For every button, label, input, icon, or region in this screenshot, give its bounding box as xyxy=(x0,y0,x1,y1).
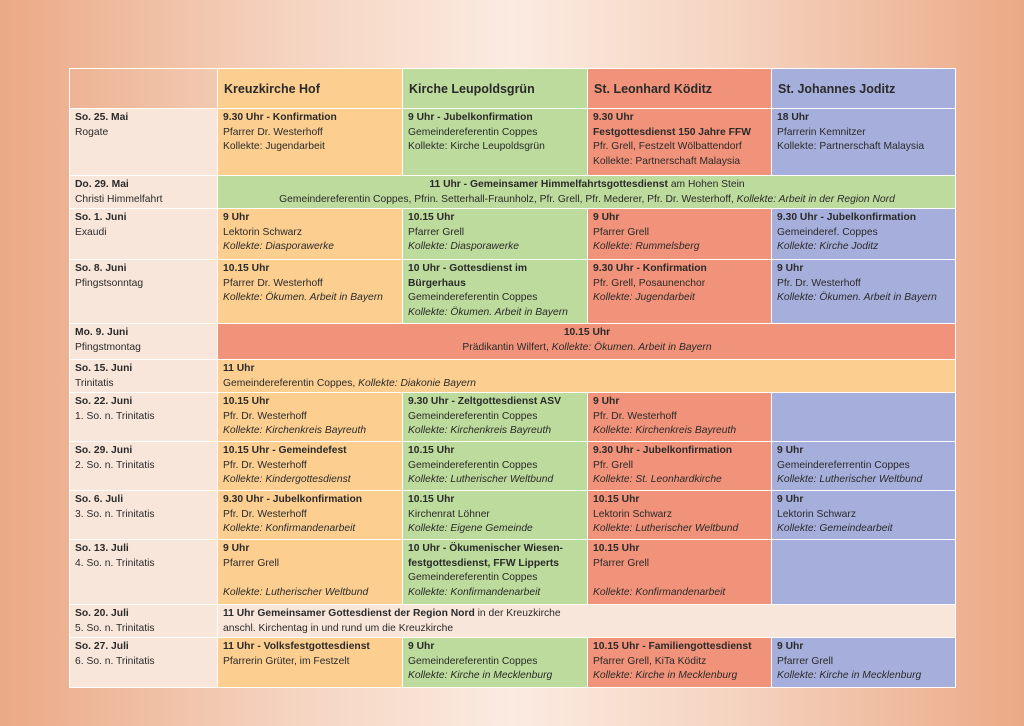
kollekte: Kollekte: Kirche Leupoldsgrün xyxy=(408,141,545,152)
time: 10.15 Uhr xyxy=(408,494,455,505)
date-cell xyxy=(70,605,218,638)
cell-leupoldsgruen xyxy=(403,260,588,324)
date-cell xyxy=(70,393,218,442)
cell-koeditz xyxy=(588,209,772,260)
person: Gemeindereferentin Coppes xyxy=(408,410,538,422)
time: 10.15 Uhr xyxy=(408,445,455,456)
header-st-johannes-joditz: St. Johannes Joditz xyxy=(772,69,956,109)
cell-koeditz xyxy=(588,638,772,688)
kollekte: Kollekte: Diasporawerke xyxy=(408,241,520,252)
person: Pfr. Grell, Posaunenchor xyxy=(593,277,706,289)
person: Gemeindereferrentin Coppes xyxy=(777,459,910,471)
sunday-name: Trinitatis xyxy=(75,377,114,389)
cell-leupoldsgruen xyxy=(403,209,588,260)
person: Gemeindereferentin Coppes xyxy=(408,292,538,303)
person: Pfr. Dr. Westerhoff xyxy=(223,410,307,422)
header-corner xyxy=(70,69,218,109)
row-15-juni xyxy=(70,360,956,393)
time: 9 Uhr xyxy=(777,494,804,505)
date-cell xyxy=(70,491,218,540)
person: Pfarrer Grell xyxy=(408,226,465,238)
cell-hof xyxy=(218,491,403,540)
sunday-name: 6. So. n. Trinitatis xyxy=(75,655,155,667)
person: Pfarrer Grell xyxy=(777,655,834,667)
person: Gemeinderef. Coppes xyxy=(777,226,878,238)
gottesdienstplan-table xyxy=(69,68,956,688)
time: 9.30 Uhr - Jubelkonfirmation xyxy=(223,494,363,505)
time: 10.15 Uhr xyxy=(563,327,611,338)
sunday-name: Pfingstsonntag xyxy=(75,277,144,289)
time: 10.15 Uhr xyxy=(223,396,270,407)
cell-hof xyxy=(218,209,403,260)
cell-leupoldsgruen xyxy=(403,638,588,688)
merged-cell xyxy=(218,605,956,638)
cell-koeditz xyxy=(588,442,772,491)
kollekte: Kollekte: Gemeindearbeit xyxy=(777,523,893,534)
cell-koeditz xyxy=(588,109,772,176)
kollekte: Kollekte: Arbeit in der Region Nord xyxy=(736,193,895,205)
kollekte: Kollekte: Jugendarbeit xyxy=(223,141,325,152)
kollekte: Kollekte: Partnerschaft Malaysia xyxy=(593,155,741,167)
time: 9 Uhr - Jubelkonfirmation xyxy=(408,112,533,123)
kollekte: Kollekte: Ökumen. Arbeit in Bayern xyxy=(551,341,712,353)
person: Pfarrer Dr. Westerhoff xyxy=(223,277,323,289)
date: Mo. 9. Juni xyxy=(75,327,129,338)
row-27-juli xyxy=(70,638,956,688)
time: 9.30 Uhr xyxy=(593,112,634,123)
event: festgottesdienst, FFW Lipperts xyxy=(408,557,560,569)
kollekte: Kollekte: Lutherischer Weltbund xyxy=(593,523,739,534)
cell-joditz xyxy=(772,109,956,176)
merged-cell xyxy=(218,360,956,393)
sunday-name: 5. So. n. Trinitatis xyxy=(75,622,155,634)
time: 9 Uhr xyxy=(408,641,435,652)
person: Gemeindereferentin Coppes, xyxy=(223,377,359,389)
person: Pfarrer Grell xyxy=(593,557,650,569)
cell-koeditz xyxy=(588,260,772,324)
time: 18 Uhr xyxy=(777,112,810,123)
date-cell xyxy=(70,638,218,688)
cell-joditz-empty xyxy=(772,393,956,442)
note: anschl. Kirchentag in und rund um die Kreuzkirche xyxy=(223,622,454,634)
time: 10 Uhr - Ökumenischer Wiesen- xyxy=(408,543,563,554)
sunday-name: Pfingstmontag xyxy=(75,341,141,353)
person: Pfarrer Grell xyxy=(593,226,650,238)
row-29-juni xyxy=(70,442,956,491)
date: Do. 29. Mai xyxy=(75,179,129,190)
time: 10.15 Uhr xyxy=(593,494,640,505)
cell-leupoldsgruen xyxy=(403,393,588,442)
date: So. 1. Juni xyxy=(75,212,127,223)
person: Gemeindereferentin Coppes xyxy=(408,126,538,138)
kollekte: Kollekte: Partnerschaft Malaysia xyxy=(777,141,925,152)
sunday-name: 4. So. n. Trinitatis xyxy=(75,557,155,569)
time: 10.15 Uhr - Familiengottesdienst xyxy=(593,641,752,652)
kollekte: Kollekte: Kirche in Mecklenburg xyxy=(408,670,553,681)
time: 9 Uhr xyxy=(593,396,620,407)
person: Pfr. Dr. Westerhoff xyxy=(777,277,861,289)
kollekte: Kollekte: Kirche Joditz xyxy=(777,241,879,252)
person: Pfr. Dr. Westerhoff xyxy=(593,410,677,422)
date-cell xyxy=(70,360,218,393)
time: 9 Uhr xyxy=(223,543,250,554)
date: So. 8. Juni xyxy=(75,263,127,274)
kollekte: Kollekte: Ökumen. Arbeit in Bayern xyxy=(408,306,568,318)
date: So. 22. Juni xyxy=(75,396,133,407)
person: Prädikantin Wilfert, xyxy=(462,341,552,353)
kollekte: Kollekte: Kirchenkreis Bayreuth xyxy=(593,425,737,436)
date-cell xyxy=(70,540,218,605)
cell-joditz xyxy=(772,491,956,540)
person: Kirchenrat Löhner xyxy=(408,508,490,520)
kollekte: Kollekte: Kirchenkreis Bayreuth xyxy=(223,425,367,436)
time: 9.30 Uhr - Konfirmation xyxy=(593,263,707,274)
time: 10.15 Uhr xyxy=(223,263,270,274)
time: 9 Uhr xyxy=(777,263,804,274)
header-kreuzkirche-hof: Kreuzkirche Hof xyxy=(218,69,403,109)
cell-koeditz xyxy=(588,393,772,442)
person: Pfr. Dr. Westerhoff xyxy=(223,459,307,471)
date-cell xyxy=(70,109,218,176)
kollekte: Kollekte: Kirche in Mecklenburg xyxy=(777,670,922,681)
date-cell xyxy=(70,176,218,209)
time: 9.30 Uhr - Konfirmation xyxy=(223,112,337,123)
cell-leupoldsgruen xyxy=(403,540,588,605)
merged-cell xyxy=(218,176,956,209)
cell-koeditz xyxy=(588,540,772,605)
persons: Gemeindereferentin Coppes, Pfrin. Setterhall-Fraunholz, Pfr. Grell, Pfr. Mederer, Pfr. Dr. Westerhoff, xyxy=(279,193,737,205)
cell-joditz xyxy=(772,442,956,491)
person: Pfr. Grell, Festzelt Wölbattendorf xyxy=(593,141,742,152)
cell-joditz xyxy=(772,260,956,324)
kollekte: Kollekte: Kirchenkreis Bayreuth xyxy=(408,425,552,436)
row-13-juli xyxy=(70,540,956,605)
row-22-juni xyxy=(70,393,956,442)
date-cell xyxy=(70,324,218,360)
person: Pfarrer Grell, KiTa Köditz xyxy=(593,655,707,667)
person: Pfarrerin Kemnitzer xyxy=(777,126,866,138)
time: 10 Uhr - Gottesdienst im xyxy=(408,263,528,274)
cell-hof xyxy=(218,638,403,688)
time: 10.15 Uhr xyxy=(408,212,455,223)
kollekte: Kollekte: Ökumen. Arbeit in Bayern xyxy=(223,292,383,303)
person: Pfr. Grell xyxy=(593,459,634,471)
person: Lektorin Schwarz xyxy=(223,226,302,238)
row-1-juni xyxy=(70,209,956,260)
date: So. 29. Juni xyxy=(75,445,133,456)
kollekte: Kollekte: Jugendarbeit xyxy=(593,292,695,303)
date-cell xyxy=(70,209,218,260)
header-kirche-leupoldsgruen: Kirche Leupoldsgrün xyxy=(403,69,588,109)
person: Pfarrer Dr. Westerhoff xyxy=(223,126,323,138)
sunday-name: 2. So. n. Trinitatis xyxy=(75,459,155,471)
kollekte: Kollekte: Lutherischer Weltbund xyxy=(777,474,923,485)
cell-hof xyxy=(218,442,403,491)
time: 9 Uhr xyxy=(777,641,804,652)
time: 10.15 Uhr - Gemeindefest xyxy=(223,445,347,456)
date-cell xyxy=(70,260,218,324)
kollekte: Kollekte: St. Leonhardkirche xyxy=(593,474,722,485)
cell-hof xyxy=(218,540,403,605)
kollekte: Kollekte: Konfirmandenarbeit xyxy=(593,586,726,598)
person: Pfr. Dr. Westerhoff xyxy=(223,508,307,520)
location: in der Kreuzkirche xyxy=(474,608,561,619)
row-20-juli xyxy=(70,605,956,638)
cell-leupoldsgruen xyxy=(403,491,588,540)
kollekte: Kollekte: Ökumen. Arbeit in Bayern xyxy=(777,292,937,303)
cell-leupoldsgruen xyxy=(403,109,588,176)
person: Gemeindereferentin Coppes xyxy=(408,459,538,471)
header-st-leonhard-koeditz: St. Leonhard Köditz xyxy=(588,69,772,109)
kollekte: Kollekte: Lutherischer Weltbund xyxy=(408,474,554,485)
row-25-mai xyxy=(70,109,956,176)
date: So. 15. Juni xyxy=(75,363,133,374)
sunday-name: 3. So. n. Trinitatis xyxy=(75,508,155,520)
time: 9 Uhr xyxy=(777,445,804,456)
date: So. 25. Mai xyxy=(75,112,129,123)
time: 11 Uhr xyxy=(223,363,255,374)
kollekte: Kollekte: Kirche in Mecklenburg xyxy=(593,670,738,681)
sunday-name: Rogate xyxy=(75,126,109,138)
sunday-name: 1. So. n. Trinitatis xyxy=(75,410,155,422)
event: 11 Uhr Gemeinsamer Gottesdienst der Region Nord xyxy=(223,608,475,619)
time: 10.15 Uhr xyxy=(593,543,640,554)
sunday-name: Christi Himmelfahrt xyxy=(75,193,163,205)
kollekte: Kollekte: Diakonie Bayern xyxy=(358,377,477,389)
cell-hof xyxy=(218,260,403,324)
date: So. 27. Juli xyxy=(75,641,129,652)
person: Gemeindereferentin Coppes xyxy=(408,572,538,583)
time: 11 Uhr - Volksfestgottesdienst xyxy=(223,641,370,652)
time: 9.30 Uhr - Jubelkonfirmation xyxy=(777,212,917,223)
date: So. 13. Juli xyxy=(75,543,129,554)
header-row xyxy=(70,69,956,109)
person: Lektorin Schwarz xyxy=(777,508,856,520)
location: am Hohen Stein xyxy=(667,179,745,190)
kollekte: Kollekte: Konfirmandenarbeit xyxy=(223,523,356,534)
person: Lektorin Schwarz xyxy=(593,508,672,520)
event: Bürgerhaus xyxy=(408,277,466,289)
time: 9 Uhr xyxy=(223,212,250,223)
cell-hof xyxy=(218,393,403,442)
person: Gemeindereferentin Coppes xyxy=(408,655,538,667)
cell-joditz xyxy=(772,638,956,688)
cell-koeditz xyxy=(588,491,772,540)
date: So. 20. Juli xyxy=(75,608,129,619)
person: Pfarrer Grell xyxy=(223,557,280,569)
cell-hof xyxy=(218,109,403,176)
time: 11 Uhr - Gemeinsamer Himmelfahrtsgottesdienst xyxy=(429,179,668,190)
row-9-juni xyxy=(70,324,956,360)
date: So. 6. Juli xyxy=(75,494,124,505)
person: Pfarrerin Grüter, im Festzelt xyxy=(223,655,350,667)
row-6-juli xyxy=(70,491,956,540)
row-8-juni xyxy=(70,260,956,324)
event: Festgottesdienst 150 Jahre FFW xyxy=(593,126,751,138)
time: 9.30 Uhr - Jubelkonfirmation xyxy=(593,445,733,456)
kollekte: Kollekte: Kindergottesdienst xyxy=(223,474,351,485)
merged-cell xyxy=(218,324,956,360)
date-cell xyxy=(70,442,218,491)
time: 9.30 Uhr - Zeltgottesdienst ASV xyxy=(408,396,561,407)
kollekte: Kollekte: Konfirmandenarbeit xyxy=(408,586,541,598)
cell-joditz-empty xyxy=(772,540,956,605)
row-29-mai xyxy=(70,176,956,209)
kollekte: Kollekte: Eigene Gemeinde xyxy=(408,523,533,534)
cell-joditz xyxy=(772,209,956,260)
sunday-name: Exaudi xyxy=(75,226,107,238)
kollekte: Kollekte: Lutherischer Weltbund xyxy=(223,586,369,598)
kollekte: Kollekte: Rummelsberg xyxy=(593,241,700,252)
kollekte: Kollekte: Diasporawerke xyxy=(223,241,335,252)
time: 9 Uhr xyxy=(593,212,620,223)
cell-leupoldsgruen xyxy=(403,442,588,491)
